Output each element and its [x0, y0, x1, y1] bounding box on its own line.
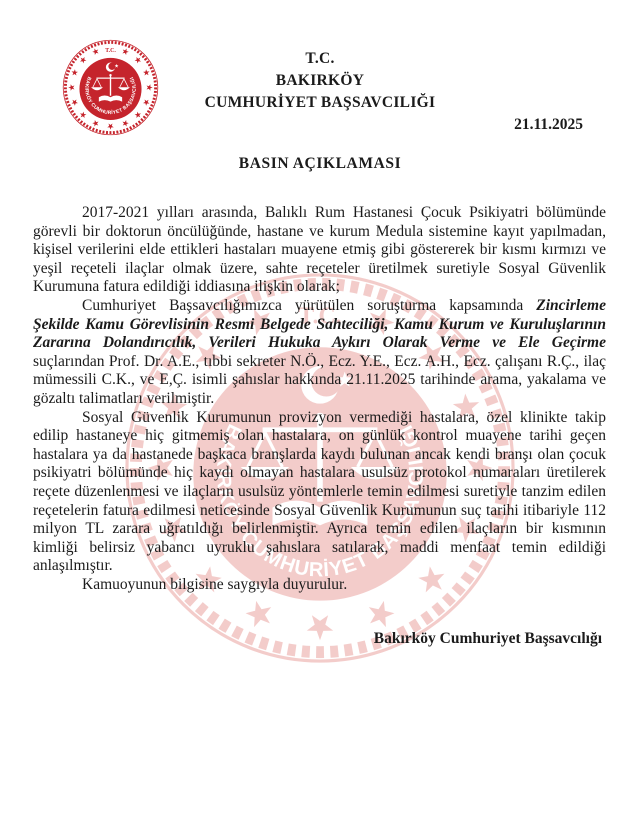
document-body — [33, 204, 606, 594]
charges-suspects: suçlarından Prof. Dr. A.E., tıbbi sekreter N.Ö., Ecz. Y.E., Ecz. A.H., Ecz. çalışanı R.Ç., ilaç mümessili C.K., ve E,Ç. isimli şahıslar hakkında 21.11.2025 tarihinde arama, yakalama ve gözaltı talimatları verilmiştir. — [33, 352, 606, 407]
charges-list-emphasis: Zincirleme Şekilde Kamu Görevlisinin Resmi Belgede Sahteciliği, Kamu Kurum ve Kuruluşlarının Zararına Dolandırıcılık, Verileri Hukuka Aykırı Olarak Verme ve Ele Geçirme — [33, 296, 606, 352]
letterhead-line-tc: T.C. — [305, 50, 335, 67]
letterhead-line-district: BAKIRKÖY — [275, 72, 365, 89]
paragraph-charges — [33, 297, 606, 409]
prosecutor-office-emblem-logo — [62, 39, 159, 136]
paragraph-allegation: 2017-2021 yılları arasında, Balıklı Rum Hastanesi Çocuk Psikiyatri bölümünde görevli bir doktorun öncülüğünde, hastane ve kurum Medula sistemine kayıt yapılmadan, kişisel verilerini elde ettikleri hastaları muayene etmiş gibi göstererek bir kısmı kırmızı ve yeşil reçeteli ilaçlar olmak üzere, sahte reçeteler üretilmek suretiyle Sosyal Güvenlik Kurumuna fatura edildiği iddiasına ilişkin olarak; — [33, 204, 606, 296]
document-date: 21.11.2025 — [514, 116, 583, 133]
charges-intro: Cumhuriyet Başsavcılığımızca yürütülen soruşturma kapsamında — [82, 296, 537, 314]
letterhead-line-office: CUMHURİYET BAŞSAVCILIĞI — [204, 94, 436, 111]
paragraph-findings: Sosyal Güvenlik Kurumunun provizyon vermediği hastalara, özel klinikte takip edilip hastaneye hiç gitmemiş olan hastalara, on günlük kontrol muayene tarihi geçen hastalara ya da hastanede başkaca branşlarda kaydı bulunan ancak kendi branşı olan çocuk psikiyatri bölümünde hiç kaydı olmayan hastalara usulsüz protokol numaraları üretilerek reçete düzenlenmesi ve ilaçların usulsüz yöntemlerle temin edilmesi suretiyle tanzim edilen reçetelerin fatura edilmesi neticesinde Sosyal Güvenlik Kurumunun suç tarihi itibariyle 112 milyon TL zarara uğratıldığı belirlenmiştir. Ayrıca temin edilen ilaçların bir kısmının kimliği belirsiz yabancı uyruklu şahıslara satılarak, maddi menfaat temin edildiği anlaşılmıştır. — [33, 408, 606, 575]
signature-office: Bakırköy Cumhuriyet Başsavcılığı — [373, 630, 602, 647]
closing-statement: Kamuoyunun bilgisine saygıyla duyurulur. — [82, 575, 348, 593]
document-title: BASIN AÇIKLAMASI — [238, 155, 402, 172]
